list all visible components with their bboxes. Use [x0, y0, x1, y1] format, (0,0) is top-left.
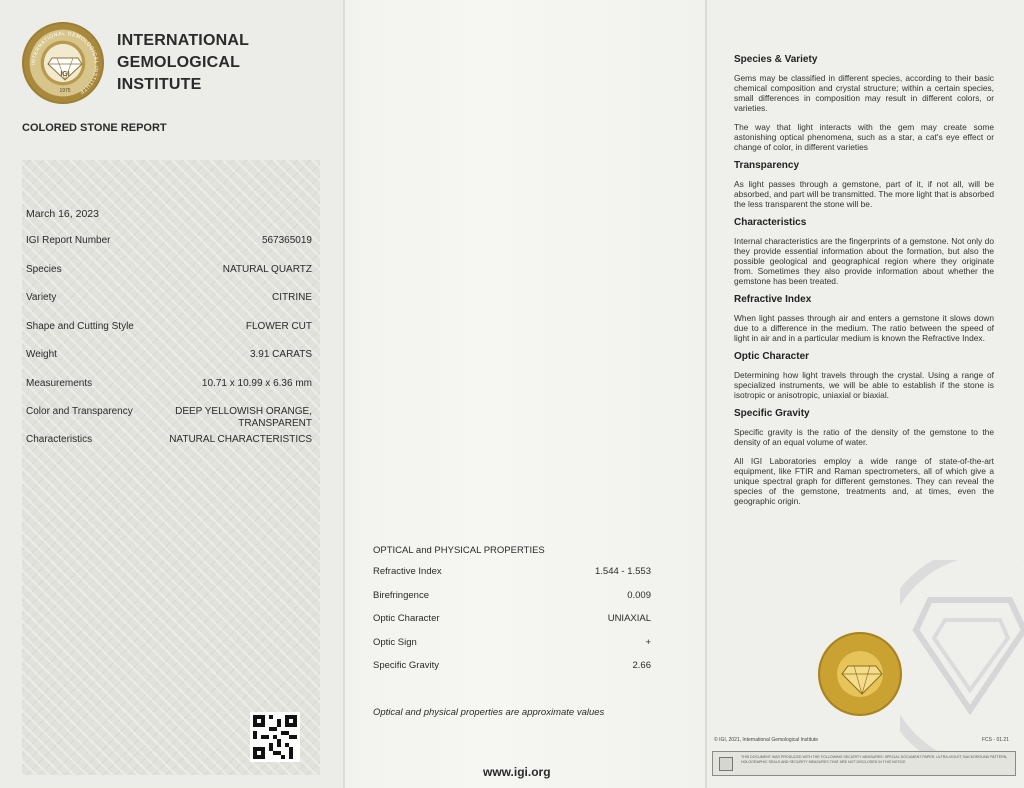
field-label: Characteristics [26, 434, 93, 445]
igi-watermark [900, 560, 1024, 760]
security-notice-text: THIS DOCUMENT WAS PRODUCED WITH THE FOLLOWING SECURITY MEASURES: SPECIAL DOCUMENT PAPER, ULTRA-VIOLET, BACKGROUND PATTERN, HOLOGRAPHIC SEALS AND SECURITY MEASURES THAT ARE NOT DISCLOSED IN THIS NOTICE [741, 755, 1008, 764]
website-link[interactable]: www.igi.org [483, 765, 551, 779]
report-field-row [26, 406, 312, 430]
report-field-row [26, 434, 312, 462]
field-label: Weight [26, 349, 57, 360]
field-value: NATURAL QUARTZ [222, 264, 312, 275]
section-paragraph: When light passes through air and enters a gemstone it slows down due to a difference in the medium. The ratio between the speed of light in air and in a particular medium is known the Refractive Index. [734, 313, 994, 343]
field-label: IGI Report Number [26, 235, 111, 246]
optical-value: 2.66 [632, 660, 651, 671]
section-paragraph: Specific gravity is the ratio of the density of the gemstone to the density of an equal volume of water. [734, 427, 994, 447]
field-value: 3.91 CARATS [249, 349, 312, 360]
field-value: 567365019 [261, 235, 312, 246]
qr-code[interactable] [250, 712, 300, 762]
hologram-seal [818, 632, 902, 716]
field-value-line: DEEP YELLOWISH ORANGE, [175, 406, 312, 417]
field-value: CITRINE [272, 292, 312, 303]
field-value-line: TRANSPARENT [238, 418, 312, 429]
institute-name-line: GEMOLOGICAL [117, 54, 241, 71]
section-paragraph: As light passes through a gemstone, part of it, if not all, will be absorbed, and part will be transmitted. The more light that is absorbed the less transparent the stone will be. [734, 179, 994, 209]
report-field-row [26, 349, 312, 377]
institute-name [117, 30, 249, 96]
optical-properties-title: OPTICAL and PHYSICAL PROPERTIES [373, 545, 545, 556]
institute-name-line: INSTITUTE [117, 76, 202, 93]
section-paragraph: The way that light interacts with the gem may create some astonishing optical phenomena, such as a star, a cat's eye effect or change of color, in different varieties [734, 122, 994, 152]
optical-label: Optic Sign [373, 637, 417, 648]
field-label: Shape and Cutting Style [26, 321, 134, 332]
section-heading: Transparency [734, 160, 800, 171]
optical-row [373, 566, 651, 580]
section-paragraph: Determining how light travels through the crystal. Using a range of specialized instruments, we will be able to establish if the stone is isotropic or anisotropic, uniaxial or biaxial. [734, 370, 994, 400]
report-title: COLORED STONE REPORT [22, 122, 167, 134]
field-label: Species [26, 264, 62, 275]
fold-line [343, 0, 345, 788]
optical-row [373, 660, 651, 674]
section-heading: Characteristics [734, 217, 807, 228]
field-value: NATURAL CHARACTERISTICS [169, 434, 312, 445]
report-field-row [26, 292, 312, 320]
field-label: Color and Transparency [26, 406, 133, 417]
section-heading: Species & Variety [734, 54, 818, 65]
optical-row [373, 613, 651, 627]
section-paragraph: Internal characteristics are the fingerprints of a gemstone. Not only do they provide essential information about the formation, but also the possible geological and geographical region where they originate from. Sometimes they also provide information about whether the gemstone has been treated. [734, 236, 994, 286]
institute-name-line: INTERNATIONAL [117, 32, 250, 49]
optical-value: + [645, 637, 651, 648]
optical-value: 1.544 - 1.553 [595, 566, 651, 577]
document-icon [719, 757, 733, 771]
optical-value: UNIAXIAL [607, 613, 651, 624]
field-label: Measurements [26, 378, 93, 389]
field-value: FLOWER CUT [245, 321, 312, 332]
form-code: FCS - 01.21 [982, 737, 1009, 743]
fold-line [705, 0, 707, 788]
optical-label: Specific Gravity [373, 660, 439, 671]
report-field-row [26, 321, 312, 349]
section-heading: Optic Character [734, 351, 810, 362]
field-value [175, 406, 312, 430]
optical-value: 0.009 [627, 590, 651, 601]
optical-row [373, 637, 651, 651]
optical-row [373, 590, 651, 604]
info-column [734, 55, 994, 515]
report-field-row [26, 264, 312, 292]
optical-label: Refractive Index [373, 566, 442, 577]
section-heading: Specific Gravity [734, 408, 810, 419]
optical-label: Birefringence [373, 590, 429, 601]
seal-monogram: IGI [60, 71, 70, 78]
field-label: Variety [26, 292, 57, 303]
section-paragraph: Gems may be classified in different species, according to their basic chemical composition and crystal structure; within a certain species, small differences in composition may result in different colors, or varieties. [734, 73, 994, 113]
igi-seal-logo [22, 22, 104, 104]
optical-note: Optical and physical properties are approximate values [373, 707, 605, 718]
seal-year: 1975 [59, 88, 71, 94]
seal-ring-text: INTERNATIONAL GEMOLOGICAL INSTITUTE [30, 30, 100, 95]
report-field-row [26, 235, 312, 263]
section-paragraph: All IGI Laboratories employ a wide range of state-of-the-art equipment, like FTIR and Raman spectrometers, all of which give a unique spectral graph for different gemstones. They can reveal the species of the gemstone, treatments and, at times, even the geographic origin. [734, 456, 994, 506]
field-value: 10.71 x 10.99 x 6.36 mm [201, 378, 312, 389]
section-heading: Refractive Index [734, 294, 812, 305]
optical-label: Optic Character [373, 613, 440, 624]
report-field-row [26, 378, 312, 406]
security-notice-box [712, 751, 1016, 776]
report-date: March 16, 2023 [26, 208, 99, 220]
copyright-text: © IGI, 2021, International Gemological Institute [714, 737, 819, 743]
